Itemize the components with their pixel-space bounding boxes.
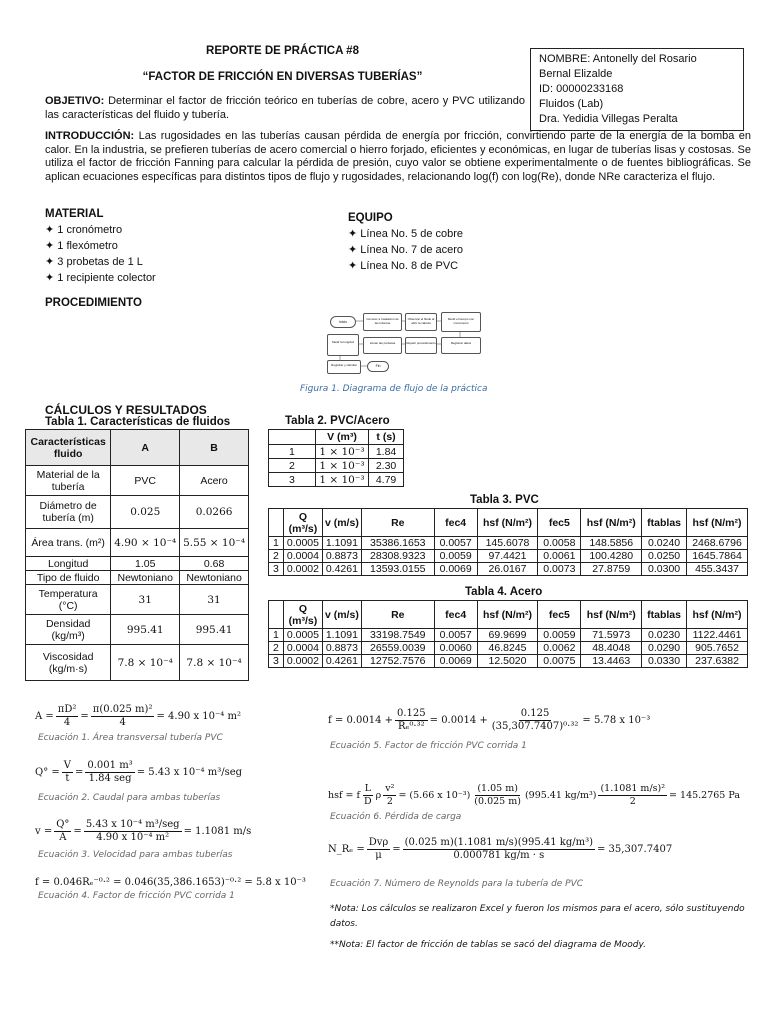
table-header: v (m/s) [322, 509, 361, 537]
table-row [269, 655, 748, 668]
flow-end: Fin [367, 361, 389, 372]
equation-caption: Ecuación 3. Velocidad para ambas tuberías [38, 850, 233, 860]
table-cell: 1 [269, 537, 284, 550]
table-header: fec4 [434, 601, 477, 629]
table-cell: 100.4280 [581, 550, 642, 563]
flow-box: Registrar datos [441, 337, 481, 354]
material-list [45, 222, 156, 286]
report-subtitle: “FACTOR DE FRICCIÓN EN DIVERSAS TUBERÍAS” [142, 71, 423, 83]
table-row [26, 529, 249, 557]
eq-text: (995.41 kg/m³) [524, 790, 597, 801]
table-cell: 0.68 [180, 557, 249, 571]
table-header: hsf (N/m²) [687, 601, 748, 629]
eq-text: = 145.2765 Pa [669, 790, 741, 801]
table-cell: 0.0060 [434, 642, 477, 655]
list-item: ✦ 1 flexómetro [45, 238, 156, 254]
table-cell: 145.6078 [477, 537, 538, 550]
table-header: V (m³) [315, 430, 368, 445]
fraction: $\frac{V}{t}$ [63, 760, 71, 784]
table-cell: 2 [269, 459, 316, 473]
table-row [269, 537, 748, 550]
table-row [26, 466, 249, 496]
table-header: Características fluido [26, 430, 111, 466]
table-cell: 0.0240 [642, 537, 687, 550]
equation-caption: Ecuación 5. Factor de fricción PVC corrida 1 [330, 741, 527, 751]
fraction: $\frac{\text{πD²}}{4}$ [57, 704, 77, 728]
table-cell: 0.025 [111, 496, 180, 529]
table-cell: 7.8 × 10⁻⁴ [111, 645, 180, 681]
table-cell: 0.0300 [642, 563, 687, 576]
flow-box: Registrar y calcular [327, 360, 361, 374]
table-row [26, 557, 249, 571]
table-header: Q (m³/s) [283, 601, 322, 629]
table-header: v (m/s) [322, 601, 361, 629]
table-cell: 0.8873 [322, 550, 361, 563]
objetivo-text: Determinar el factor de fricción teórico en tuberías de cobre, acero y PVC utilizando las características del fluido y tubería. [45, 95, 525, 121]
flow-start: Inicio [330, 316, 356, 328]
table-cell: 0.0059 [434, 550, 477, 563]
table-header: Re [361, 509, 434, 537]
table-cell: 0.0059 [538, 629, 581, 642]
eq-text: = [75, 767, 84, 778]
list-item: ✦ 1 recipiente colector [45, 270, 156, 286]
table-cell: 0.0290 [642, 642, 687, 655]
table-cell: 0.0002 [283, 563, 322, 576]
fraction: $\frac{L}{D}$ [364, 783, 372, 807]
equipo-list [348, 226, 463, 274]
fraction: $\frac{(1.05 m)}{(0.025 m)}$ [474, 783, 521, 807]
eq-text: = 35,307.7407 [597, 844, 673, 855]
eq-text: = 0.0014 + [429, 715, 488, 726]
table-cell: 1 × 10⁻³ [315, 473, 368, 487]
table-cell: Densidad (kg/m³) [26, 615, 111, 645]
table-cell: 1 [269, 445, 316, 459]
table-cell: 26559.0039 [361, 642, 434, 655]
eq-text: hsf = f [328, 790, 361, 801]
table-cell: 35386.1653 [361, 537, 434, 550]
table-cell: Temperatura (°C) [26, 585, 111, 615]
table-header: hsf (N/m²) [581, 509, 642, 537]
table-cell: 0.0002 [283, 655, 322, 668]
table-cell: 2 [269, 550, 284, 563]
eq-text: = 5.78 x 10⁻³ [582, 715, 651, 726]
table-cell: 0.0073 [538, 563, 581, 576]
table-cell: 0.0058 [538, 537, 581, 550]
tabla2-caption: Tabla 2. PVC/Acero [285, 415, 390, 427]
fraction: $\frac{\text{v²}}{2}$ [385, 783, 395, 807]
fraction: $\frac{\text{(0.025 m)(1.1081 m/s)(995.41 kg/m³)}}{0.000781 kg/m \cdot s}$ [404, 837, 593, 861]
table-row [26, 615, 249, 645]
table-cell: 0.0004 [283, 550, 322, 563]
table-cell: 0.0057 [434, 537, 477, 550]
table-cell: 7.8 × 10⁻⁴ [180, 645, 249, 681]
list-item: ✦ Línea No. 7 de acero [348, 242, 463, 258]
table-cell: 4.90 × 10⁻⁴ [111, 529, 180, 557]
equation-caption: Ecuación 2. Caudal para ambas tuberías [38, 793, 221, 803]
table-cell: 148.5856 [581, 537, 642, 550]
table-header-row [269, 601, 748, 629]
fraction: $\frac{\text{5.43 x 10⁻⁴ m³/seg}}{\text{4.90 x 10⁻⁴ m²}}$ [85, 819, 180, 843]
table-cell: 1122.4461 [687, 629, 748, 642]
table-cell: Tipo de fluido [26, 571, 111, 585]
table-row [269, 550, 748, 563]
table-header: hsf (N/m²) [477, 509, 538, 537]
tabla3 [268, 508, 748, 576]
table-cell: 3 [269, 473, 316, 487]
table-cell: 0.0250 [642, 550, 687, 563]
fraction: $\frac{\text{π(0.025 m)²}}{4}$ [92, 704, 153, 728]
table-cell: 0.8873 [322, 642, 361, 655]
table-cell: PVC [111, 466, 180, 496]
calculos-heading: CÁLCULOS Y RESULTADOS [45, 403, 207, 417]
table-cell: 12752.7576 [361, 655, 434, 668]
table-cell: 1.05 [111, 557, 180, 571]
table-cell: 0.0069 [434, 563, 477, 576]
fraction: $\frac{\text{0.001 m³}}{\text{1.84 seg}}$ [87, 760, 133, 784]
table-header-row [269, 430, 404, 445]
tabla1 [25, 429, 249, 681]
table-cell: 3 [269, 655, 284, 668]
table-row [26, 496, 249, 529]
table-cell: 46.8245 [477, 642, 538, 655]
table-cell: 27.8759 [581, 563, 642, 576]
eq-text: Q° = [35, 767, 60, 778]
eq-text: N_Rₑ = [328, 844, 365, 855]
equipo-heading: EQUIPO [348, 212, 393, 224]
table-cell: 3 [269, 563, 284, 576]
objetivo-paragraph [45, 95, 525, 122]
eq-text: = [73, 826, 82, 837]
eq-text: = 4.90 x 10⁻⁴ m² [156, 711, 241, 722]
procedimiento-heading: PROCEDIMIENTO [45, 297, 142, 309]
eq-text: v = [35, 826, 53, 837]
table-row [269, 629, 748, 642]
table-row [269, 473, 404, 487]
name-line: NOMBRE: Antonelly del Rosario [539, 53, 697, 65]
figure-caption: Figura 1. Diagrama de flujo de la práctica [300, 384, 488, 394]
table-cell: 0.0005 [283, 629, 322, 642]
table-cell: 0.4261 [322, 655, 361, 668]
table-cell: 0.0266 [180, 496, 249, 529]
flowchart [325, 308, 485, 374]
objetivo-label: OBJETIVO: [45, 95, 105, 107]
table-cell: 0.0005 [283, 537, 322, 550]
table-cell: 0.0061 [538, 550, 581, 563]
eq-text: A = [35, 711, 54, 722]
table-cell: 0.0330 [642, 655, 687, 668]
table-cell: 28308.9323 [361, 550, 434, 563]
table-cell: 455.3437 [687, 563, 748, 576]
equation-caption: Ecuación 6. Pérdida de carga [330, 812, 462, 822]
report-title: REPORTE DE PRÁCTICA #8 [206, 45, 359, 57]
equation-2 [35, 760, 242, 785]
table-row [26, 571, 249, 585]
table-cell: Newtoniano [111, 571, 180, 585]
table-cell: 13.4463 [581, 655, 642, 668]
equation-4: f = 0.046Rₑ⁻⁰·² = 0.046(35,386.1653)⁻⁰·² = 5.8 x 10⁻³ [35, 877, 306, 888]
table-row [269, 445, 404, 459]
tabla1-caption: Tabla 1. Características de fluidos [45, 416, 231, 428]
table-cell: Acero [180, 466, 249, 496]
table-cell: 71.5973 [581, 629, 642, 642]
professor-line: Dra. Yedidia Villegas Peralta [539, 113, 678, 125]
fraction: $\frac{Q^\circ}{A}$ [56, 819, 70, 843]
table-header: Re [361, 601, 434, 629]
equation-3 [35, 819, 251, 844]
table-row [269, 459, 404, 473]
eq-text: = 5.43 x 10⁻⁴ m³/seg [136, 767, 243, 778]
table-cell: 26.0167 [477, 563, 538, 576]
eq-text: = [80, 711, 89, 722]
table-cell: 237.6382 [687, 655, 748, 668]
equation-6 [328, 783, 740, 808]
table-cell: 0.0062 [538, 642, 581, 655]
table-cell: 33198.7549 [361, 629, 434, 642]
table-cell: 0.4261 [322, 563, 361, 576]
table-cell: 1 [269, 629, 284, 642]
table-cell: 1645.7864 [687, 550, 748, 563]
note-2: **Nota: El factor de fricción de tablas se sacó del diagrama de Moody. [330, 940, 646, 950]
tabla4-caption: Tabla 4. Acero [465, 586, 543, 598]
table-header-row [269, 509, 748, 537]
table-cell: 97.4421 [477, 550, 538, 563]
table-header: hsf (N/m²) [477, 601, 538, 629]
equation-caption: Ecuación 1. Área transversal tubería PVC [38, 733, 223, 743]
id-line: ID: 00000233168 [539, 83, 624, 95]
flow-box: Medir el tiempo con cronómetro [441, 312, 481, 332]
flow-box: Llenar las probetas [363, 337, 402, 354]
table-cell: Newtoniano [180, 571, 249, 585]
table-cell: 69.9699 [477, 629, 538, 642]
flow-box: Medir la longitud [327, 334, 359, 356]
list-item: ✦ Línea No. 5 de cobre [348, 226, 463, 242]
fraction: $\frac{\text{(1.1081 m/s)²}}{2}$ [600, 783, 666, 807]
introduccion-paragraph [45, 130, 751, 184]
table-header: A [111, 430, 180, 466]
table-cell: 995.41 [180, 615, 249, 645]
equation-caption: Ecuación 4. Factor de fricción PVC corrida 1 [38, 891, 235, 901]
equation-1 [35, 704, 241, 729]
table-cell: 905.7652 [687, 642, 748, 655]
table-cell: 12.5020 [477, 655, 538, 668]
table-cell: 1.84 [369, 445, 404, 459]
table-cell: 5.55 × 10⁻⁴ [180, 529, 249, 557]
table-header: hsf (N/m²) [687, 509, 748, 537]
table-header [269, 430, 316, 445]
fraction: $\frac{0.125}{\text{(35,307.7407)⁰·³²}}$ [491, 708, 579, 732]
note-1: *Nota: Los cálculos se realizaron Excel y fueron los mismos para el acero, sólo sustituyendo datos. [330, 904, 745, 929]
table-header: hsf (N/m²) [581, 601, 642, 629]
table-cell: 0.0230 [642, 629, 687, 642]
table-cell: 0.0004 [283, 642, 322, 655]
table-header: B [180, 430, 249, 466]
table-header [269, 509, 284, 537]
flow-box: Observar el fluido al abrir la válvula [405, 313, 437, 331]
eq-text: = (5.66 x 10⁻³) [398, 790, 471, 801]
table-cell: Longitud [26, 557, 111, 571]
table-cell: 4.79 [369, 473, 404, 487]
table-row [269, 642, 748, 655]
table-cell: Material de la tubería [26, 466, 111, 496]
table-header-row [26, 430, 249, 466]
table-cell: 48.4048 [581, 642, 642, 655]
table-cell: 0.0069 [434, 655, 477, 668]
material-heading: MATERIAL [45, 208, 104, 220]
name-line: Bernal Elizalde [539, 68, 613, 80]
table-cell: 1 × 10⁻³ [315, 445, 368, 459]
table-header: t (s) [369, 430, 404, 445]
table-row [26, 585, 249, 615]
equation-5 [328, 708, 650, 733]
tabla3-caption: Tabla 3. PVC [470, 494, 539, 506]
table-header: fec4 [434, 509, 477, 537]
eq-text: f = 0.0014 + [328, 715, 393, 726]
table-row [26, 645, 249, 681]
fraction: $\frac{0.125}{\text{Rₑ⁰·³²}}$ [397, 708, 426, 732]
list-item: ✦ 1 cronómetro [45, 222, 156, 238]
course-line: Fluidos (Lab) [539, 98, 604, 110]
table-cell: 2 [269, 642, 284, 655]
table-cell: Área trans. (m²) [26, 529, 111, 557]
table-cell: 1 × 10⁻³ [315, 459, 368, 473]
table-header: Q (m³/s) [283, 509, 322, 537]
eq-text: = 1.1081 m/s [183, 826, 252, 837]
name-box [530, 48, 744, 131]
table-header [269, 601, 284, 629]
tabla4 [268, 600, 748, 668]
table-cell: 0.0057 [434, 629, 477, 642]
fraction: $\frac{\text{Dvρ}}{\mu}$ [368, 837, 389, 861]
list-item: ✦ Línea No. 8 de PVC [348, 258, 463, 274]
table-cell: 995.41 [111, 615, 180, 645]
eq-text: ρ [375, 790, 382, 801]
flow-box: Repetir procedimiento [405, 337, 437, 354]
table-cell: 13593.0155 [361, 563, 434, 576]
table-header: ftablas [642, 509, 687, 537]
equation-caption: Ecuación 7. Número de Reynolds para la tubería de PVC [330, 879, 584, 889]
equation-7 [328, 837, 672, 862]
table-cell: 2.30 [369, 459, 404, 473]
table-cell: 2468.6796 [687, 537, 748, 550]
tabla2 [268, 429, 404, 487]
table-cell: 1.1091 [322, 537, 361, 550]
table-row [269, 563, 748, 576]
table-header: fec5 [538, 509, 581, 537]
table-cell: Diámetro de tubería (m) [26, 496, 111, 529]
table-cell: 1.1091 [322, 629, 361, 642]
introduccion-text: Las rugosidades en las tuberías causan pérdida de energía por fricción, convirtiendo parte de la energía de la bomba en calor. En la industria, se prefieren tuberías de acero comercial o hierro forjado, eficientes y económicas, en lugar de tuberías lisas y costosas. Se utiliza el factor de fricción Fanning para calcular la pérdida de presión, cuyo valor se obtiene experimentalmente o de fuentes bibliográficas. Se aplican ecuaciones específicas para distintos tipos de flujo y rugosidades, relacionando log(f) con log(Re), donde NRe caracteriza el flujo. [45, 130, 751, 183]
introduccion-label: INTRODUCCIÓN: [45, 130, 135, 142]
list-item: ✦ 3 probetas de 1 L [45, 254, 156, 270]
eq-text: = [392, 844, 401, 855]
table-cell: 31 [180, 585, 249, 615]
table-header: fec5 [538, 601, 581, 629]
table-cell: 0.0075 [538, 655, 581, 668]
table-cell: 31 [111, 585, 180, 615]
table-header: ftablas [642, 601, 687, 629]
table-cell: Viscosidad (kg/m·s) [26, 645, 111, 681]
flow-box: Conocer a Insalación de las tuberías [363, 313, 402, 331]
